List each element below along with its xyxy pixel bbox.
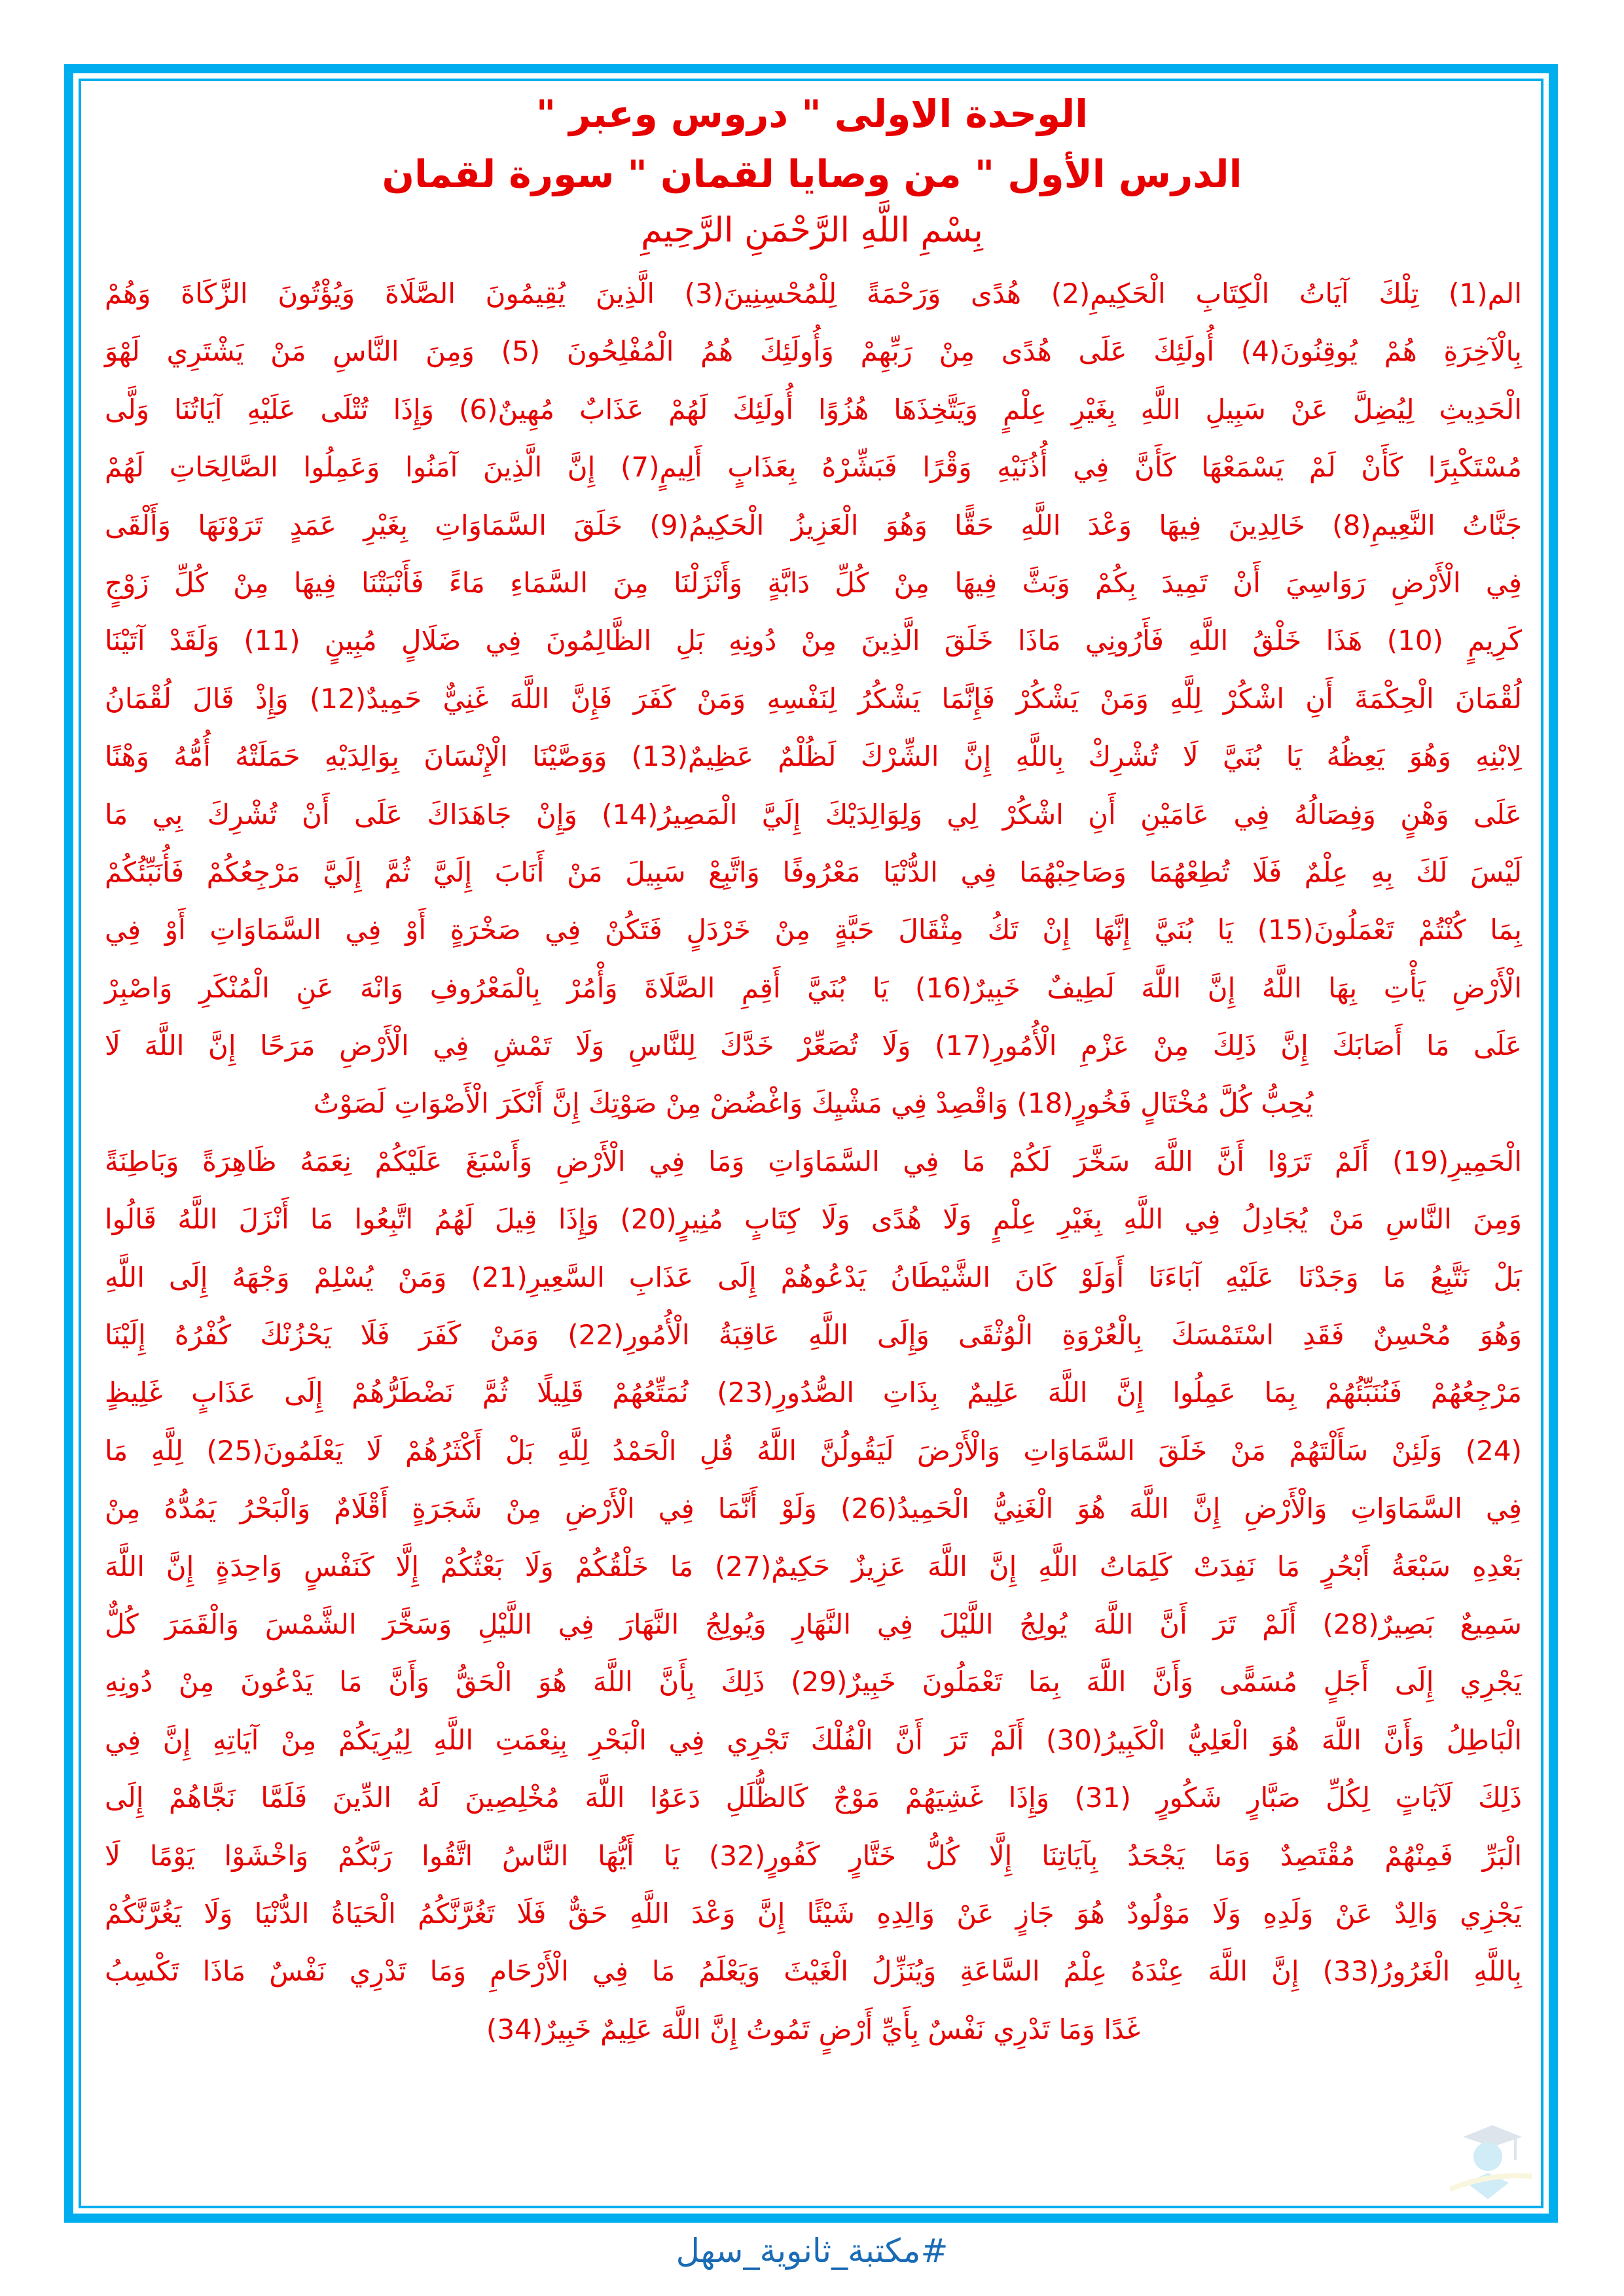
verse-line: الْبَرِّ فَمِنْهُمْ مُقْتَصِدٌ وَمَا يَجْحَدُ بِآيَاتِنَا إِلَّا كُلُّ خَتَّارٍ كَفُورٍ(32) يَا أَيُّهَا النَّاسُ اتَّقُوا رَبَّكُمْ وَاخْشَوْا يَوْمًا لَا (105, 1839, 1522, 1872)
verse-line: لِابْنِهِ وَهُوَ يَعِظُهُ يَا بُنَيَّ لَا تُشْرِكْ بِاللَّهِ إِنَّ الشِّرْكَ لَظُلْمٌ عَظِيمٌ(13) وَوَصَّيْنَا الْإِنْسَانَ بِوَالِدَيْهِ حَمَلَتْهُ أُمُّهُ وَهْنًا (105, 740, 1522, 773)
verse-line: يَجْزِي وَالِدٌ عَنْ وَلَدِهِ وَلَا مَوْلُودٌ هُوَ جَازٍ عَنْ وَالِدِهِ شَيْئًا إِنَّ وَعْدَ اللَّهِ حَقٌّ فَلَا تَغُرَّنَّكُمُ الْحَيَاةُ الدُّنْيَا وَلَا يَغُرَّنَّكُمْ (105, 1897, 1522, 1929)
verse-line: مَرْجِعُهُمْ فَنُنَبِّئُهُمْ بِمَا عَمِلُوا إِنَّ اللَّهَ عَلِيمٌ بِذَاتِ الصُّدُورِ(23) نُمَتِّعُهُمْ قَلِيلًا ثُمَّ نَضْطَرُّهُمْ إِلَى عَذَابٍ غَلِيظٍ (105, 1376, 1523, 1409)
verse-line: بِمَا كُنْتُمْ تَعْمَلُونَ(15) يَا بُنَيَّ إِنَّهَا إِنْ تَكُ مِثْقَالَ حَبَّةٍ مِنْ خَرْدَلٍ فَتَكُنْ فِي صَخْرَةٍ أَوْ فِي السَّمَاوَاتِ أَوْ فِي (105, 914, 1522, 946)
verse-line: بِاللَّهِ الْغَرُورُ(33) إِنَّ اللَّهَ عِنْدَهُ عِلْمُ السَّاعَةِ وَيُنَزِّلُ الْغَيْثَ وَيَعْلَمُ مَا فِي الْأَرْحَامِ وَمَا تَدْرِي نَفْسٌ مَاذَا تَكْسِبُ (105, 1955, 1522, 1988)
verse-line: بِالْآخِرَةِ هُمْ يُوقِنُونَ(4) أُولَئِكَ عَلَى هُدًى مِنْ رَبِّهِمْ وَأُولَئِكَ هُمُ الْمُفْلِحُونَ (5) وَمِنَ النَّاسِ مَنْ يَشْتَرِي لَهْوَ (105, 335, 1522, 368)
basmala: بِسْمِ اللَّهِ الرَّحْمَنِ الرَّحِيمِ (641, 211, 983, 250)
verse-line: (24) وَلَئِنْ سَأَلْتَهُمْ مَنْ خَلَقَ السَّمَاوَاتِ وَالْأَرْضَ لَيَقُولُنَّ اللَّهُ قُلِ الْحَمْدُ لِلَّهِ بَلْ أَكْثَرُهُمْ لَا يَعْلَمُونَ(25) لِلَّهِ مَا (105, 1434, 1522, 1467)
verse-line: بَلْ نَتَّبِعُ مَا وَجَدْنَا عَلَيْهِ آبَاءَنَا أَوَلَوْ كَانَ الشَّيْطَانُ يَدْعُوهُمْ إِلَى عَذَابِ السَّعِيرِ(21) وَمَنْ يُسْلِمْ وَجْهَهُ إِلَى اللَّهِ (105, 1261, 1522, 1293)
verse-line: يُحِبُّ كُلَّ مُخْتَالٍ فَخُورٍ(18) وَاقْصِدْ فِي مَشْيِكَ وَاغْضُضْ مِنْ صَوْتِكَ إِنَّ أَنْكَرَ الْأَصْوَاتِ لَصَوْتُ (313, 1087, 1314, 1120)
verse-line: يَجْرِي إِلَى أَجَلٍ مُسَمًّى وَأَنَّ اللَّهَ بِمَا تَعْمَلُونَ خَبِيرٌ(29) ذَلِكَ بِأَنَّ اللَّهَ هُوَ الْحَقُّ وَأَنَّ مَا يَدْعُونَ مِنْ دُونِهِ (105, 1666, 1522, 1698)
verse-line: لَيْسَ لَكَ بِهِ عِلْمٌ فَلَا تُطِعْهُمَا وَصَاحِبْهُمَا فِي الدُّنْيَا مَعْرُوفًا وَاتَّبِعْ سَبِيلَ مَنْ أَنَابَ إِلَيَّ ثُمَّ إِلَيَّ مَرْجِعُكُمْ فَأُنَبِّئُكُمْ (105, 855, 1522, 888)
verse-line: الْأَرْضِ يَأْتِ بِهَا اللَّهُ إِنَّ اللَّهَ لَطِيفٌ خَبِيرٌ(16) يَا بُنَيَّ أَقِمِ الصَّلَاةَ وَأْمُرْ بِالْمَعْرُوفِ وَانْهَ عَنِ الْمُنْكَرِ وَاصْبِرْ (105, 971, 1522, 1004)
verse-line: كَرِيمٍ (10) هَذَا خَلْقُ اللَّهِ فَأَرُونِي مَاذَا خَلَقَ الَّذِينَ مِنْ دُونِهِ بَلِ الظَّالِمُونَ فِي ضَلَالٍ مُبِينٍ (11) وَلَقَدْ آتَيْنَا (105, 624, 1523, 657)
verse-line: لُقْمَانَ الْحِكْمَةَ أَنِ اشْكُرْ لِلَّهِ وَمَنْ يَشْكُرْ فَإِنَّمَا يَشْكُرُ لِنَفْسِهِ وَمَنْ كَفَرَ فَإِنَّ اللَّهَ غَنِيٌّ حَمِيدٌ(12) وَإِذْ قَالَ لُقْمَانُ (105, 682, 1522, 715)
verse-line: وَمِنَ النَّاسِ مَنْ يُجَادِلُ فِي اللَّهِ بِغَيْرِ عِلْمٍ وَلَا هُدًى وَلَا كِتَابٍ مُنِيرٍ(20) وَإِذَا قِيلَ لَهُمُ اتَّبِعُوا مَا أَنْزَلَ اللَّهُ قَالُوا (105, 1203, 1523, 1236)
footer-hashtag[interactable]: #مكتبة_ثانوية_سهل (676, 2232, 948, 2270)
verse-line: فِي السَّمَاوَاتِ وَالْأَرْضِ إِنَّ اللَّهَ هُوَ الْغَنِيُّ الْحَمِيدُ(26) وَلَوْ أَنَّمَا فِي الْأَرْضِ مِنْ شَجَرَةٍ أَقْلَامٌ وَالْبَحْرُ يَمُدُّهُ مِنْ (105, 1492, 1523, 1525)
verse-line: سَمِيعٌ بَصِيرٌ(28) أَلَمْ تَرَ أَنَّ اللَّهَ يُولِجُ اللَّيْلَ فِي النَّهَارِ وَيُولِجُ النَّهَارَ فِي اللَّيْلِ وَسَخَّرَ الشَّمْسَ وَالْقَمَرَ كُلٌّ (105, 1607, 1522, 1640)
verse-line: جَنَّاتُ النَّعِيمِ(8) خَالِدِينَ فِيهَا وَعْدَ اللَّهِ حَقًّا وَهُوَ الْعَزِيزُ الْحَكِيمُ(9) خَلَقَ السَّمَاوَاتِ بِغَيْرِ عَمَدٍ تَرَوْنَهَا وَأَلْقَى (105, 509, 1522, 541)
lesson-title: الدرس الأول " من وصايا لقمان " سورة لقمان (382, 152, 1242, 196)
verse-line: وَهُوَ مُحْسِنٌ فَقَدِ اسْتَمْسَكَ بِالْعُرْوَةِ الْوُثْقَى وَإِلَى اللَّهِ عَاقِبَةُ الْأُمُورِ(22) وَمَنْ كَفَرَ فَلَا يَحْزُنْكَ كُفْرُهُ إِلَيْنَا (105, 1319, 1522, 1352)
verse-line: عَلَى مَا أَصَابَكَ إِنَّ ذَلِكَ مِنْ عَزْمِ الْأُمُورِ(17) وَلَا تُصَعِّرْ خَدَّكَ لِلنَّاسِ وَلَا تَمْشِ فِي الْأَرْضِ مَرَحًا إِنَّ اللَّهَ لَا (105, 1030, 1522, 1062)
verse-line: غَدًا وَمَا تَدْرِي نَفْسٌ بِأَيِّ أَرْضٍ تَمُوتُ إِنَّ اللَّهَ عَلِيمٌ خَبِيرٌ(34) (486, 2013, 1141, 2045)
verse-line: الْحَمِيرِ(19) أَلَمْ تَرَوْا أَنَّ اللَّهَ سَخَّرَ لَكُمْ مَا فِي السَّمَاوَاتِ وَمَا فِي الْأَرْضِ وَأَسْبَغَ عَلَيْكُمْ نِعَمَهُ ظَاهِرَةً وَبَاطِنَةً (105, 1145, 1522, 1177)
verse-line: الم(1) تِلْكَ آيَاتُ الْكِتَابِ الْحَكِيمِ(2) هُدًى وَرَحْمَةً لِلْمُحْسِنِينَ(3) الَّذِينَ يُقِيمُونَ الصَّلَاةَ وَيُؤْتُونَ الزَّكَاةَ وَهُمْ (105, 278, 1522, 310)
verse-line: مُسْتَكْبِرًا كَأَنْ لَمْ يَسْمَعْهَا كَأَنَّ فِي أُذُنَيْهِ وَقْرًا فَبَشِّرْهُ بِعَذَابٍ أَلِيمٍ(7) إِنَّ الَّذِينَ آمَنُوا وَعَمِلُوا الصَّالِحَاتِ لَهُمْ (105, 451, 1523, 484)
verse-line: ذَلِكَ لَآيَاتٍ لِكُلِّ صَبَّارٍ شَكُورٍ (31) وَإِذَا غَشِيَهُمْ مَوْجٌ كَالظُّلَلِ دَعَوُا اللَّهَ مُخْلِصِينَ لَهُ الدِّينَ فَلَمَّا نَجَّاهُمْ إِلَى (105, 1782, 1522, 1814)
verse-line: عَلَى وَهْنٍ وَفِصَالُهُ فِي عَامَيْنِ أَنِ اشْكُرْ لِي وَلِوَالِدَيْكَ إِلَيَّ الْمَصِيرُ(14) وَإِنْ جَاهَدَاكَ عَلَى أَنْ تُشْرِكَ بِي مَا (105, 798, 1522, 831)
verse-line: فِي الْأَرْضِ رَوَاسِيَ أَنْ تَمِيدَ بِكُمْ وَبَثَّ فِيهَا مِنْ كُلِّ دَابَّةٍ وَأَنْزَلْنَا مِنَ السَّمَاءِ مَاءً فَأَنْبَتْنَا فِيهَا مِنْ كُلِّ زَوْجٍ (105, 566, 1522, 599)
unit-title: الوحدة الاولى " دروس وعبر " (535, 92, 1089, 136)
graduate-book-logo-icon (1450, 2111, 1535, 2202)
verse-line: الْحَدِيثِ لِيُضِلَّ عَنْ سَبِيلِ اللَّهِ بِغَيْرِ عِلْمٍ وَيَتَّخِذَهَا هُزُوًا أُولَئِكَ لَهُمْ عَذَابٌ مُهِينٌ(6) وَإِذَا تُتْلَى عَلَيْهِ آيَاتُنَا وَلَّى (105, 393, 1523, 425)
verse-line: بَعْدِهِ سَبْعَةُ أَبْحُرٍ مَا نَفِدَتْ كَلِمَاتُ اللَّهِ إِنَّ اللَّهَ عَزِيزٌ حَكِيمٌ(27) مَا خَلْقُكُمْ وَلَا بَعْثُكُمْ إِلَّا كَنَفْسٍ وَاحِدَةٍ إِنَّ اللَّهَ (105, 1550, 1522, 1583)
surah-text (105, 265, 1522, 2058)
verse-line: الْبَاطِلُ وَأَنَّ اللَّهَ هُوَ الْعَلِيُّ الْكَبِيرُ(30) أَلَمْ تَرَ أَنَّ الْفُلْكَ تَجْرِي فِي الْبَحْرِ بِنِعْمَتِ اللَّهِ لِيُرِيَكُمْ مِنْ آيَاتِهِ إِنَّ فِي (105, 1723, 1522, 1756)
